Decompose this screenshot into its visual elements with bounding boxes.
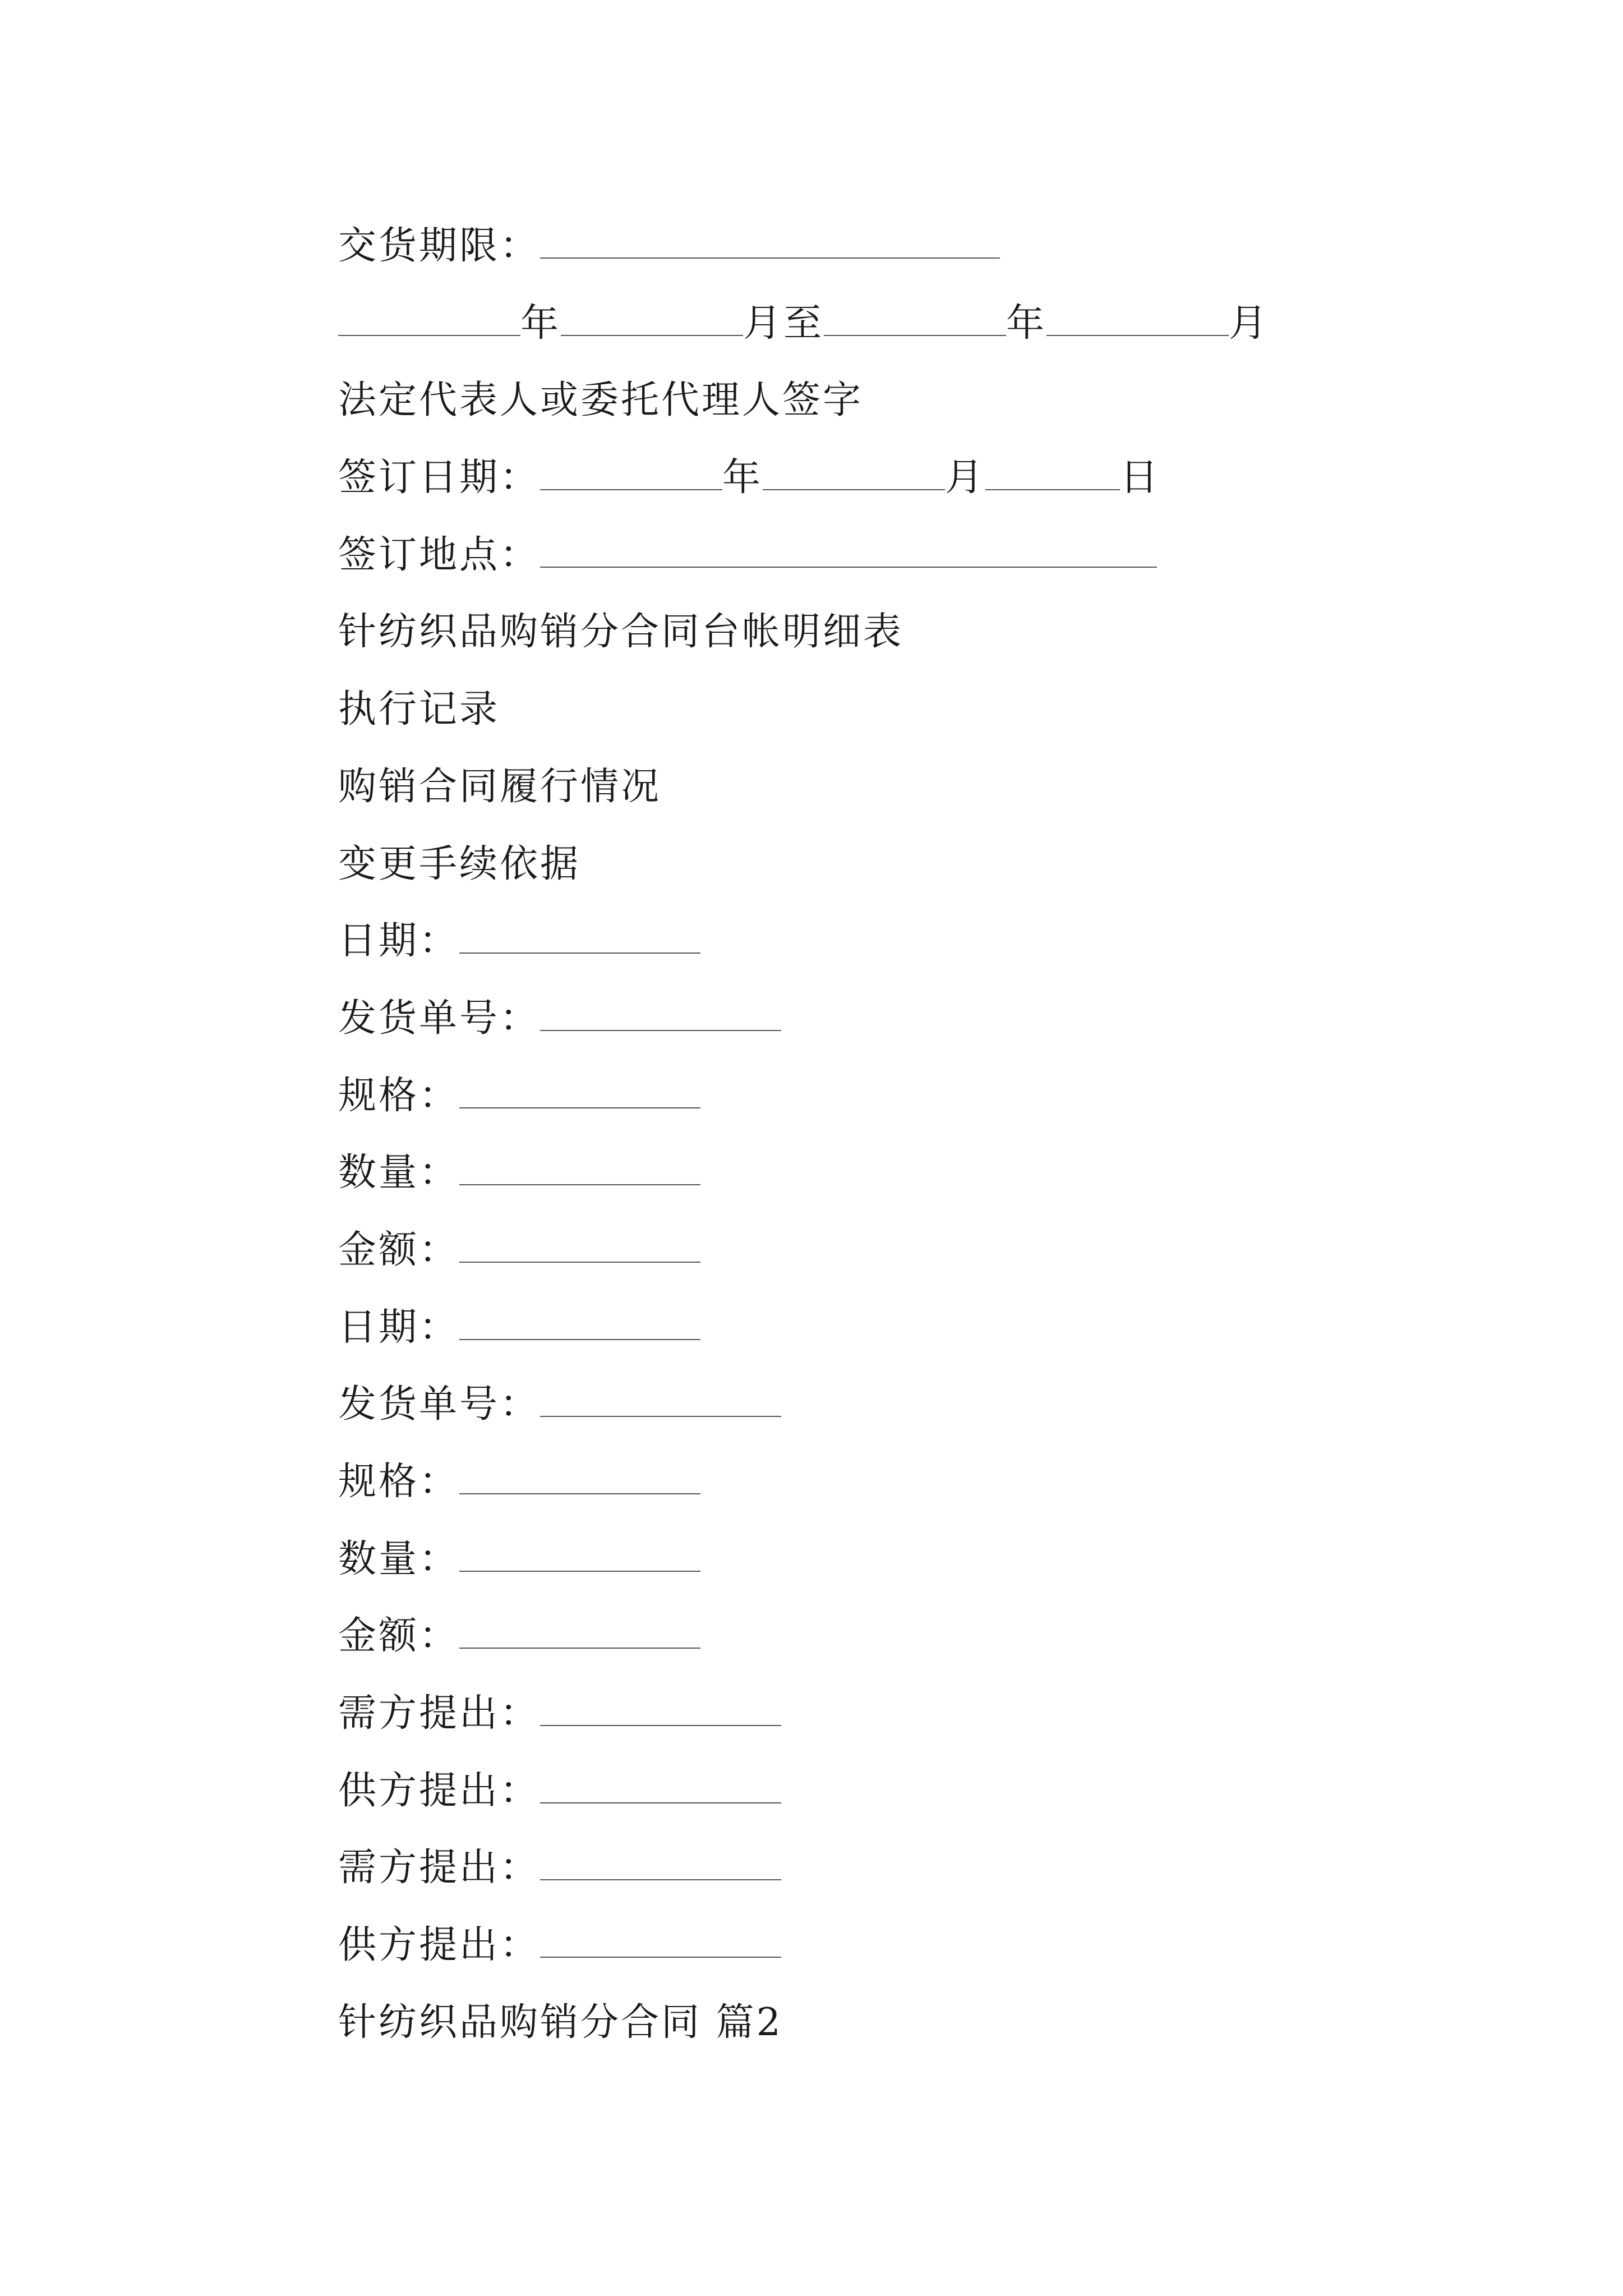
- spec-blank-1[interactable]: [459, 1075, 700, 1108]
- end-year-blank[interactable]: [824, 302, 1006, 336]
- start-year-label: 年: [520, 301, 561, 346]
- representative-signature-label: 法定代表人或委托代理人签字: [338, 378, 864, 423]
- ledger-title: 针纺织品购销分合同台帐明细表: [338, 610, 904, 655]
- date-blank-1[interactable]: [459, 920, 700, 954]
- delivery-period-blank[interactable]: [540, 225, 1000, 259]
- supplier-proposal-label-1: 供方提出：: [338, 1768, 541, 1813]
- performance-status-label: 购销合同履行情况: [338, 764, 662, 809]
- delivery-period-label: 交货期限：: [338, 224, 541, 268]
- quantity-field-2: [338, 1521, 1292, 1598]
- amount-blank-2[interactable]: [459, 1615, 700, 1649]
- start-year-blank[interactable]: [338, 302, 520, 336]
- execution-record-line: [338, 671, 1292, 748]
- date-field-1: [338, 903, 1292, 980]
- document-body: [338, 208, 1292, 2062]
- end-year-label: 年: [1006, 301, 1047, 346]
- date-blank-2[interactable]: [459, 1306, 700, 1340]
- supplier-proposal-field-2: [338, 1907, 1292, 1984]
- buyer-proposal-label-2: 需方提出：: [338, 1846, 541, 1890]
- signing-month-label: 月: [945, 455, 986, 500]
- date-field-2: [338, 1289, 1292, 1366]
- signing-year-label: 年: [722, 455, 763, 500]
- delivery-number-blank-1[interactable]: [540, 997, 781, 1031]
- change-basis-line: [338, 826, 1292, 903]
- start-month-label: 月至: [743, 301, 824, 346]
- delivery-number-blank-2[interactable]: [540, 1383, 781, 1417]
- amount-blank-1[interactable]: [459, 1229, 700, 1263]
- signing-date-line: [338, 439, 1292, 517]
- signing-day-label: 日: [1120, 455, 1161, 500]
- signing-date-label: 签订日期：: [338, 455, 541, 500]
- end-month-label: 月: [1229, 301, 1270, 346]
- signing-place-blank[interactable]: [540, 534, 1157, 568]
- performance-status-line: [338, 748, 1292, 826]
- delivery-range-line: [338, 285, 1292, 362]
- date-label-1: 日期：: [338, 919, 460, 964]
- buyer-proposal-field-2: [338, 1829, 1292, 1907]
- amount-field-1: [338, 1212, 1292, 1289]
- spec-field-1: [338, 1057, 1292, 1135]
- spec-blank-2[interactable]: [459, 1461, 700, 1494]
- quantity-label-1: 数量：: [338, 1151, 460, 1195]
- supplier-proposal-field-1: [338, 1752, 1292, 1830]
- buyer-proposal-blank-2[interactable]: [540, 1847, 781, 1880]
- quantity-label-2: 数量：: [338, 1536, 460, 1581]
- signing-place-label: 签订地点：: [338, 532, 541, 577]
- section-heading: 针纺织品购销分合同 篇2: [338, 2000, 783, 2045]
- amount-label-2: 金额：: [338, 1614, 460, 1659]
- date-label-2: 日期：: [338, 1305, 460, 1350]
- spec-field-2: [338, 1443, 1292, 1521]
- change-basis-label: 变更手续依据: [338, 841, 581, 886]
- execution-record-label: 执行记录: [338, 687, 500, 732]
- quantity-field-1: [338, 1134, 1292, 1212]
- amount-label-1: 金额：: [338, 1227, 460, 1272]
- buyer-proposal-blank-1[interactable]: [540, 1692, 781, 1726]
- delivery-number-field-2: [338, 1366, 1292, 1443]
- delivery-number-field-1: [338, 980, 1292, 1057]
- ledger-title-line: [338, 593, 1292, 671]
- spec-label-2: 规格：: [338, 1460, 460, 1504]
- supplier-proposal-blank-2[interactable]: [540, 1924, 781, 1958]
- spec-label-1: 规格：: [338, 1073, 460, 1118]
- delivery-number-label-2: 发货单号：: [338, 1382, 541, 1427]
- supplier-proposal-label-2: 供方提出：: [338, 1923, 541, 1968]
- signing-day-blank[interactable]: [985, 457, 1120, 490]
- supplier-proposal-blank-1[interactable]: [540, 1770, 781, 1803]
- quantity-blank-1[interactable]: [459, 1152, 700, 1185]
- representative-signature-line: [338, 362, 1292, 439]
- signing-year-blank[interactable]: [540, 457, 722, 490]
- signing-place-line: [338, 517, 1292, 594]
- delivery-number-label-1: 发货单号：: [338, 996, 541, 1041]
- start-month-blank[interactable]: [561, 302, 743, 336]
- buyer-proposal-label-1: 需方提出：: [338, 1691, 541, 1736]
- amount-field-2: [338, 1598, 1292, 1675]
- buyer-proposal-field-1: [338, 1675, 1292, 1752]
- section-heading-line: [338, 1984, 1292, 2062]
- end-month-blank[interactable]: [1046, 302, 1229, 336]
- delivery-period-line: [338, 208, 1292, 285]
- signing-month-blank[interactable]: [763, 457, 945, 490]
- quantity-blank-2[interactable]: [459, 1538, 700, 1572]
